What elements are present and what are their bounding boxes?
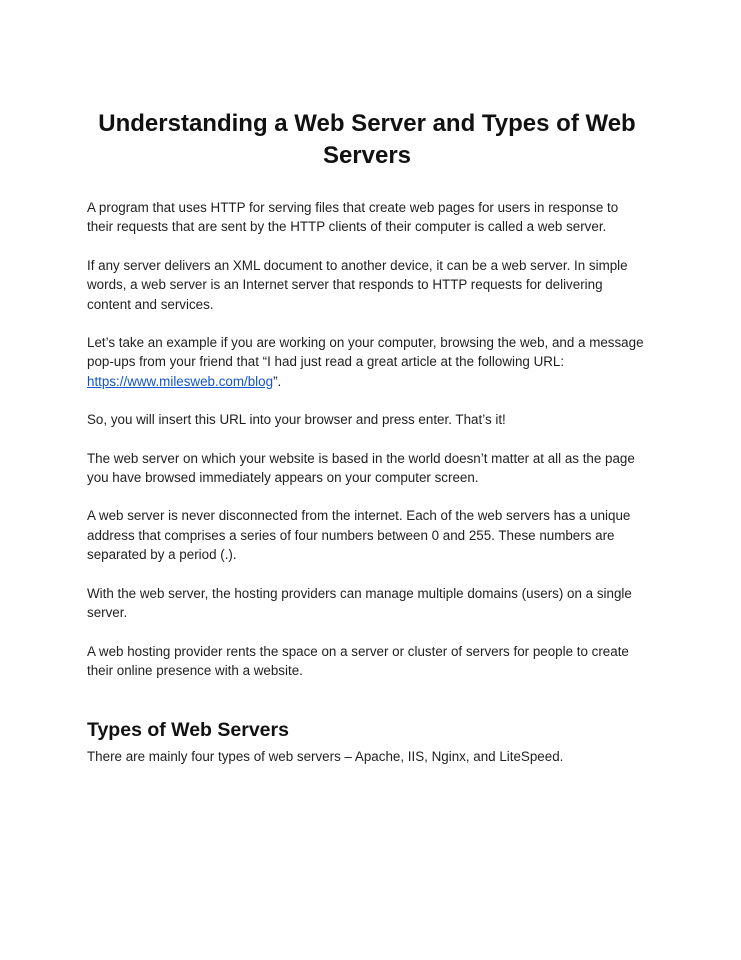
paragraph-insert-url: So, you will insert this URL into your browser and press enter. That’s it! (87, 412, 506, 428)
document-page (87, 108, 647, 786)
paragraph-http-definition: A program that uses HTTP for serving files that create web pages for users in response to their requests that are sent by the HTTP clients of their computer is called a web server. (87, 200, 619, 235)
paragraph-xml-document: If any server delivers an XML document to another device, it can be a web server. In simple words, a web server is an Internet server that responds to HTTP requests for delivering content and services. (87, 257, 628, 312)
paragraph-hosting-provider: A web hosting provider rents the space on a server or cluster of servers for people to create their online presence with a website. (87, 643, 629, 678)
document-title: Understanding a Web Server and Types of Web Servers (98, 110, 636, 169)
paragraph-example-end: ”. (273, 373, 282, 389)
paragraph-location: The web server on which your website is based in the world doesn’t matter at all as the page you have browsed immediately appears on your computer screen. (87, 450, 635, 486)
paragraph-example (87, 333, 647, 391)
blog-link[interactable]: https://www.milesweb.com/blog (87, 373, 274, 389)
paragraph-example-text: Let’s take an example if you are working on your computer, browsing the web, and a message pop-ups from your friend that “I had just read a great article at the following URL: (87, 335, 644, 370)
paragraph-multiple-domains: With the web server, the hosting providers can manage multiple domains (users) on a single server. (87, 585, 632, 621)
paragraph-unique-address: A web server is never disconnected from the internet. Each of the web servers has a unique address that comprises a series of four numbers between 0 and 255. These numbers are separated by a period (.). (87, 508, 631, 563)
section-heading-types: Types of Web Servers (87, 719, 289, 742)
paragraph-four-types: There are mainly four types of web servers – Apache, IIS, Nginx, and LiteSpeed. (87, 749, 564, 765)
